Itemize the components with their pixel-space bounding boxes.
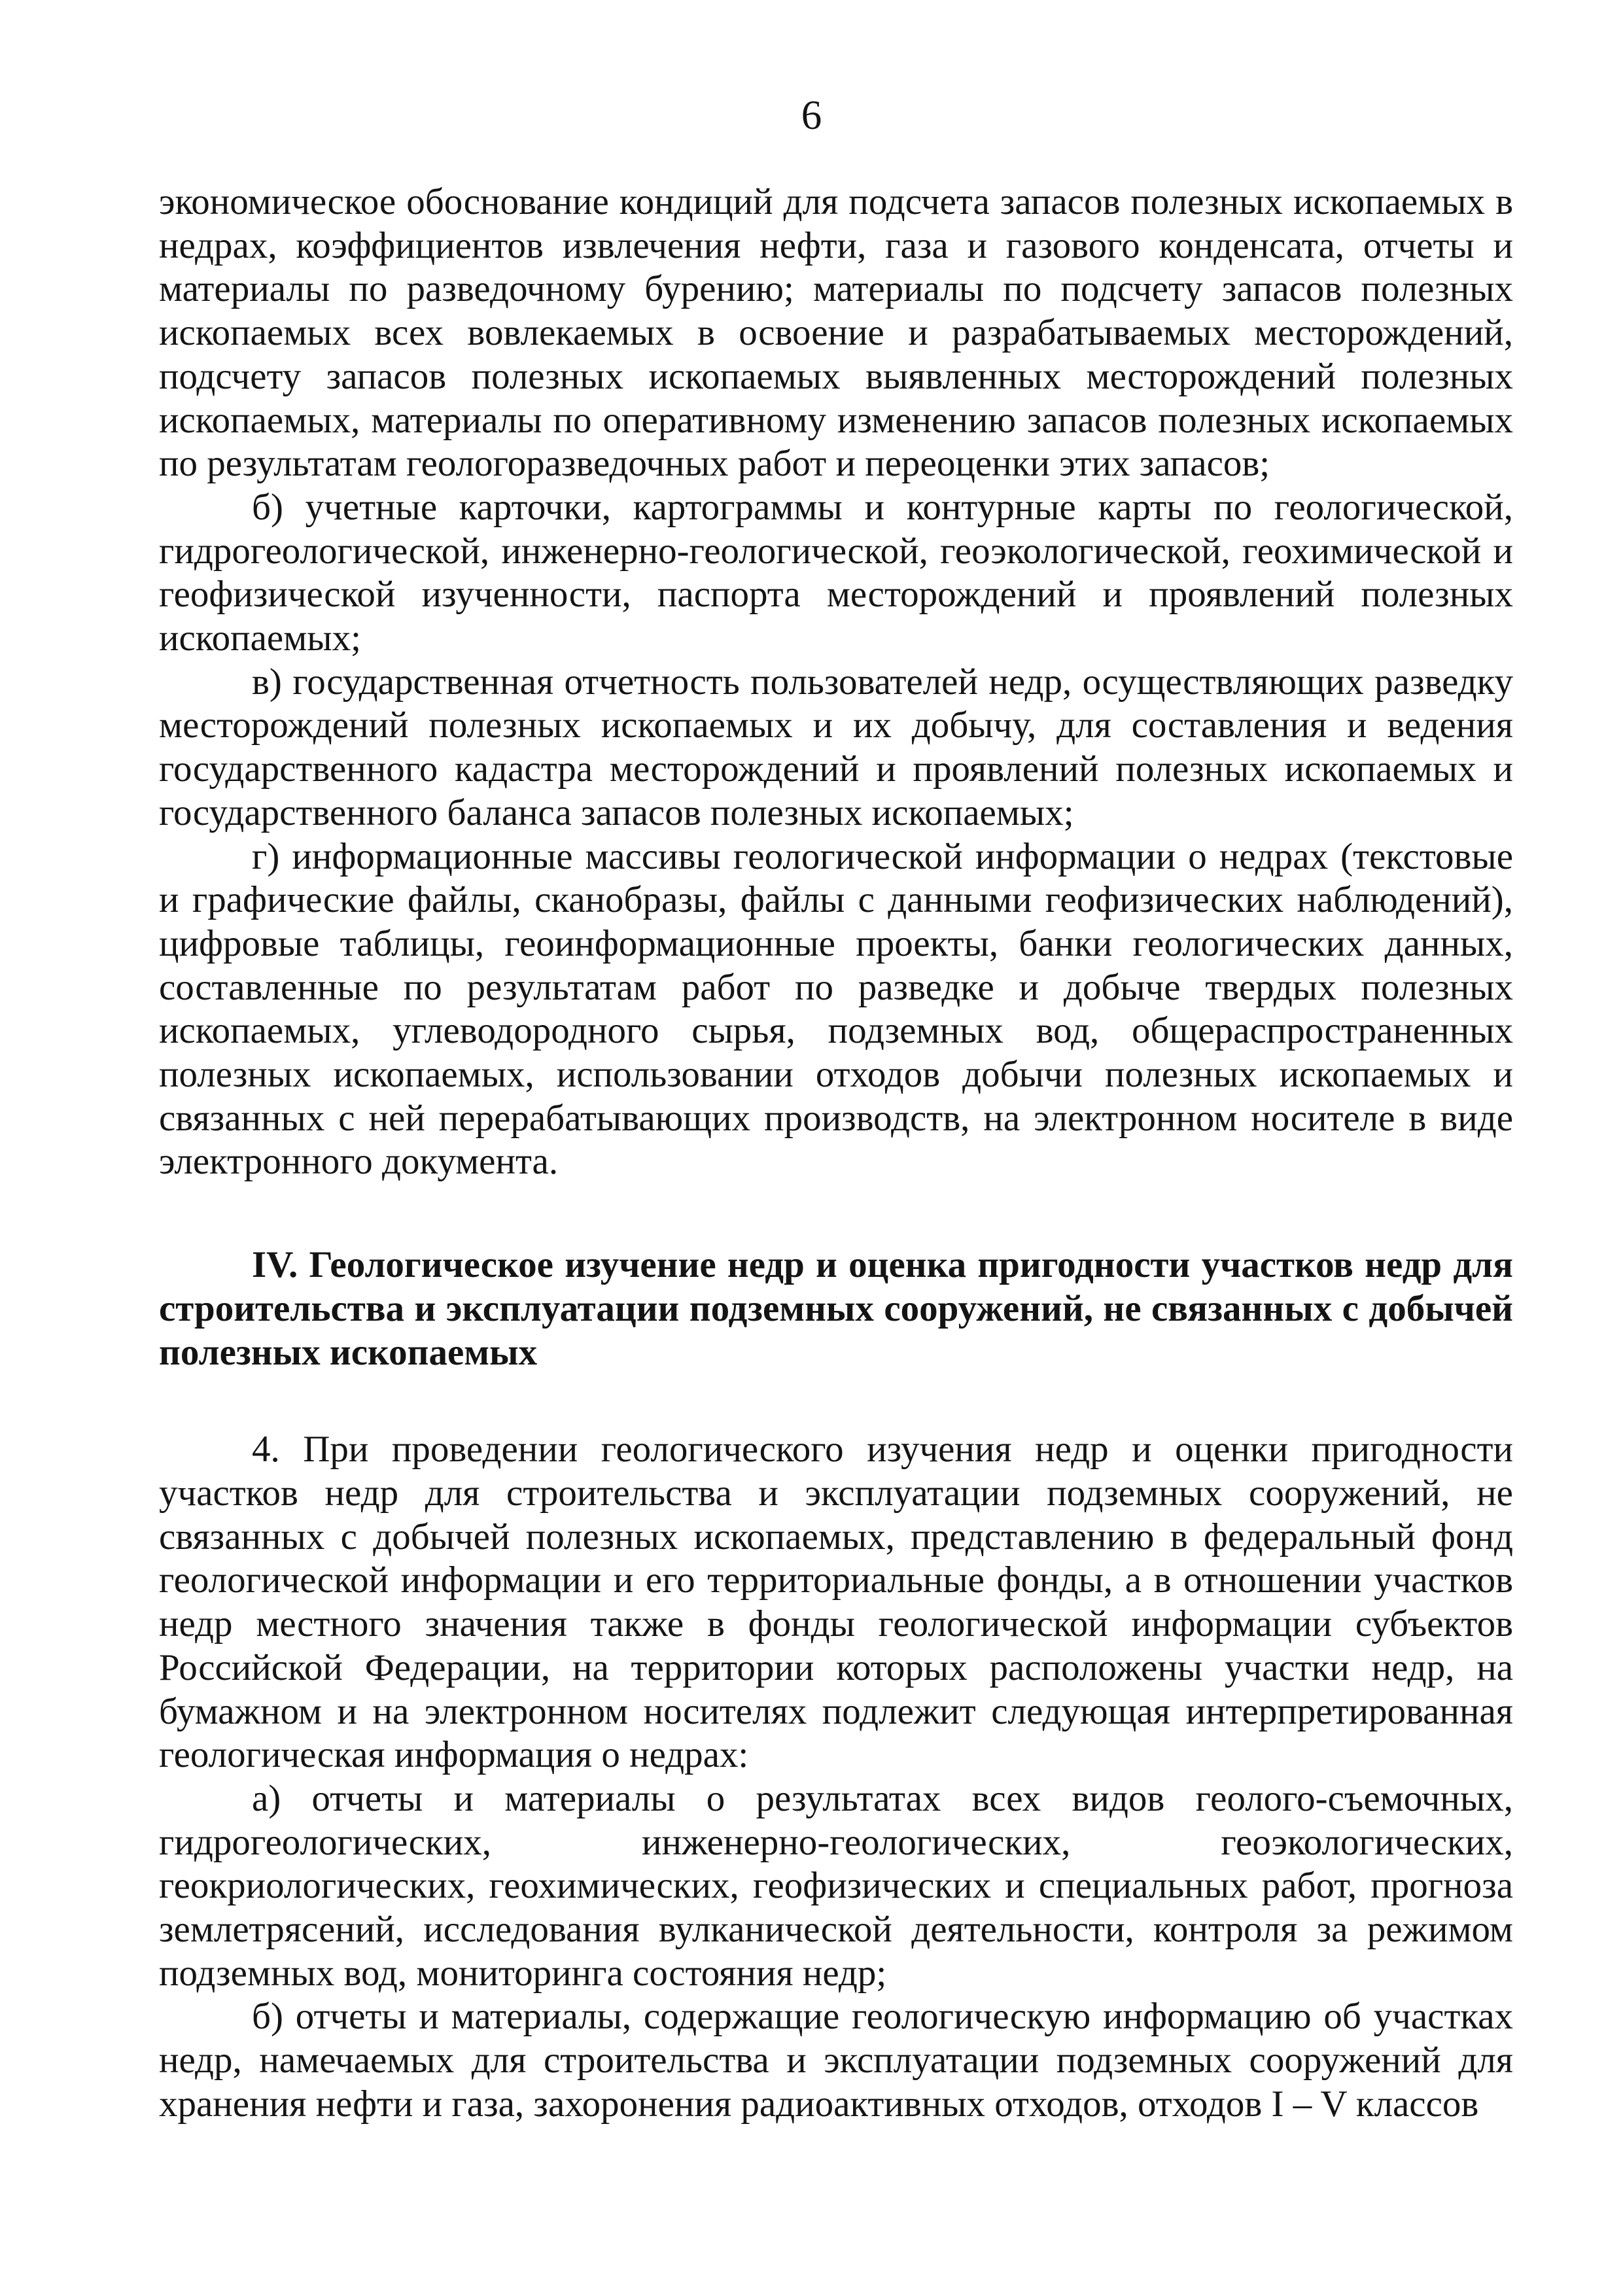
page-number: 6 [801,92,822,138]
list-item-b-section-iv: б) отчеты и материалы, содержащие геологическую информацию об участках недр, намечаемых для строительства и эксплуатации подземных сооружений для хранения нефти и газа, захоронения радиоактивных отходов, отходов I – V классов [159,1996,1513,2125]
list-item-g: г) информационные массивы геологической информации о недрах (текстовые и графические файлы, сканобразы, файлы с данными геофизических наблюдений), цифровые таблицы, геоинформационные проекты, банки геологических данных, составленные по результатам работ по разведке и добыче твердых полезных ископаемых, углеводородного сырья, подземных вод, общераспространенных полезных ископаемых, использовании отходов добычи полезных ископаемых и связанных с ней перерабатывающих производств, на электронном носителе в виде электронного документа. [159,835,1513,1183]
list-item-v: в) государственная отчетность пользователей недр, осуществляющих разведку месторождений полезных ископаемых и их добычу, для составления и ведения государственного кадастра месторождений и проявлений полезных ископаемых и государственного баланса запасов полезных ископаемых; [159,661,1513,833]
document-body [159,181,1513,2127]
clause-4: 4. При проведении геологического изучения недр и оценки пригодности участков недр для строительства и эксплуатации подземных сооружений, не связанных с добычей полезных ископаемых, представлению в федеральный фонд геологической информации и его территориальные фонды, а в отношении участков недр местного значения также в фонды геологической информации субъектов Российской Федерации, на территории которых расположены участки недр, на бумажном и на электронном носителях подлежит следующая интерпретированная геологическая информация о недрах: [159,1429,1513,1776]
list-item-a: а) отчеты и материалы о результатах всех видов геолого-съемочных, гидрогеологических, инженерно-геологических, геоэкологических, геокриологических, геохимических, геофизических и специальных работ, прогноза землетрясений, исследования вулканической деятельности, контроля за режимом подземных вод, мониторинга состояния недр; [159,1777,1513,1994]
section-heading-iv: IV. Геологическое изучение недр и оценка пригодности участков недр для строительства и эксплуатации подземных сооружений, не связанных с добычей полезных ископаемых [159,1244,1513,1373]
paragraph-continuation: экономическое обоснование кондиций для подсчета запасов полезных ископаемых в недрах, коэффициентов извлечения нефти, газа и газового конденсата, отчеты и материалы по разведочному бурению; материалы по подсчету запасов полезных ископаемых всех вовлекаемых в освоение и разрабатываемых месторождений, подсчету запасов полезных ископаемых выявленных месторождений полезных ископаемых, материалы по оперативному изменению запасов полезных ископаемых по результатам геологоразведочных работ и переоценки этих запасов; [159,181,1513,485]
list-item-b: б) учетные карточки, картограммы и контурные карты по геологической, гидрогеологической, инженерно-геологической, геоэкологической, геохимической и геофизической изученности, паспорта месторождений и проявлений полезных ископаемых; [159,486,1513,659]
